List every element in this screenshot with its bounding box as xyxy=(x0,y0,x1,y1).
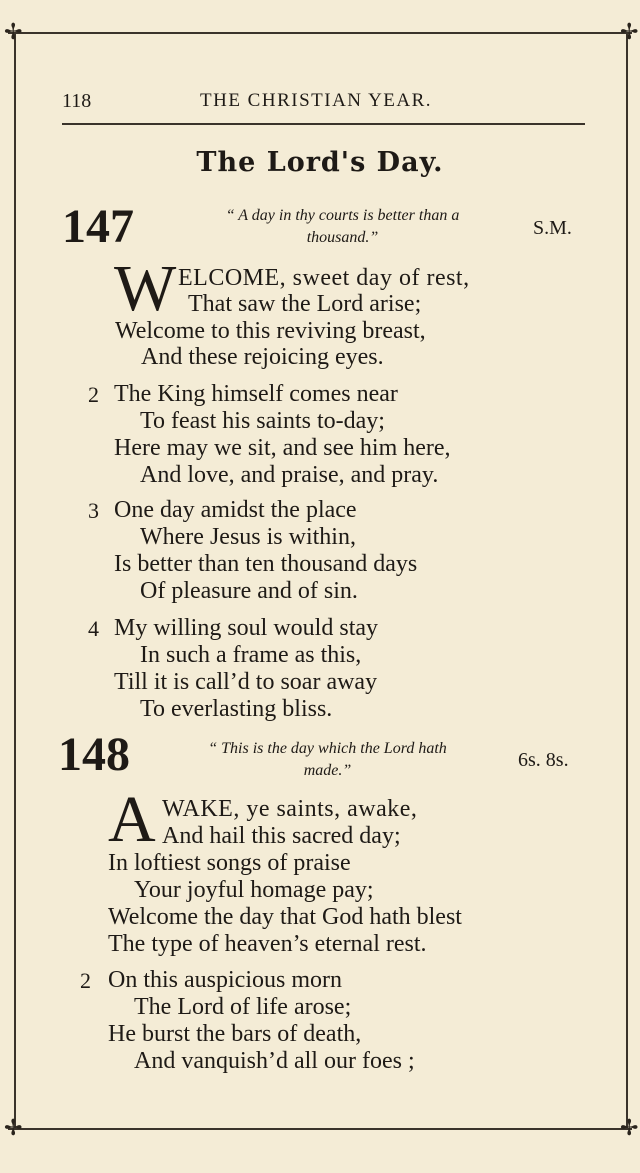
drop-capital: W xyxy=(114,252,177,325)
section-title: The Lord's Day. xyxy=(196,147,444,178)
running-head xyxy=(62,90,587,116)
hymn-meter: S.M. xyxy=(533,217,572,239)
verse-line: Till it is call’d to soar away xyxy=(114,669,378,695)
verse-line: In loftiest songs of praise xyxy=(108,850,351,876)
verse-line: And love, and praise, and pray. xyxy=(140,462,439,488)
verse-line: The King himself comes near xyxy=(114,381,398,407)
hymn-epigraph: “ This is the day which the Lord hath made.” xyxy=(208,740,447,779)
verse-line: ELCOME, sweet day of rest, xyxy=(178,265,470,291)
corner-ornament-icon: ✢ xyxy=(4,1116,23,1141)
verse-line: My willing soul would stay xyxy=(114,615,379,641)
hymn-number: 148 xyxy=(58,728,130,781)
stanza-number: 2 xyxy=(80,968,91,993)
stanza-number: 4 xyxy=(88,616,99,641)
verse-line: To feast his saints to-day; xyxy=(140,408,385,434)
verse-line: That saw the Lord arise; xyxy=(188,291,422,317)
right-rule xyxy=(626,34,628,1128)
verse-line: And these rejoicing eyes. xyxy=(141,344,384,370)
stanza-number: 2 xyxy=(88,382,99,407)
corner-ornament-icon: ✢ xyxy=(620,20,639,45)
verse-line: On this auspicious morn xyxy=(108,967,342,993)
verse-line: He burst the bars of death, xyxy=(108,1021,362,1047)
verse-line: One day amidst the place xyxy=(114,497,357,523)
page-number: 118 xyxy=(62,90,92,112)
running-title: THE CHRISTIAN YEAR. xyxy=(200,90,433,111)
bottom-rule xyxy=(8,1128,632,1130)
drop-capital: A xyxy=(108,783,156,856)
verse-line: Of pleasure and of sin. xyxy=(140,578,358,604)
verse-line: To everlasting bliss. xyxy=(140,696,333,722)
verse-line: WAKE, ye saints, awake, xyxy=(162,796,418,822)
hymn-epigraph: “ A day in thy courts is better than a thousand.” xyxy=(225,207,460,246)
verse-line: Here may we sit, and see him here, xyxy=(114,435,451,461)
verse-line: And vanquish’d all our foes ; xyxy=(134,1048,415,1074)
stanza-number: 3 xyxy=(88,498,99,523)
verse-line: Where Jesus is within, xyxy=(140,524,356,550)
top-rule xyxy=(8,32,632,34)
verse-line: In such a frame as this, xyxy=(140,642,362,668)
verse-line: And hail this sacred day; xyxy=(162,823,401,849)
header-rule xyxy=(62,123,585,125)
verse-line: The type of heaven’s eternal rest. xyxy=(108,931,427,957)
verse-line: Your joyful homage pay; xyxy=(134,877,374,903)
hymn-meter: 6s. 8s. xyxy=(518,749,569,771)
verse-line: Is better than ten thousand days xyxy=(114,551,418,577)
hymn-number: 147 xyxy=(62,200,134,253)
corner-ornament-icon: ✢ xyxy=(4,20,23,45)
verse-line: Welcome to this reviving breast, xyxy=(115,318,426,344)
left-rule xyxy=(14,34,16,1128)
verse-line: The Lord of life arose; xyxy=(134,994,352,1020)
verse-line: Welcome the day that God hath blest xyxy=(108,904,462,930)
corner-ornament-icon: ✢ xyxy=(620,1116,639,1141)
